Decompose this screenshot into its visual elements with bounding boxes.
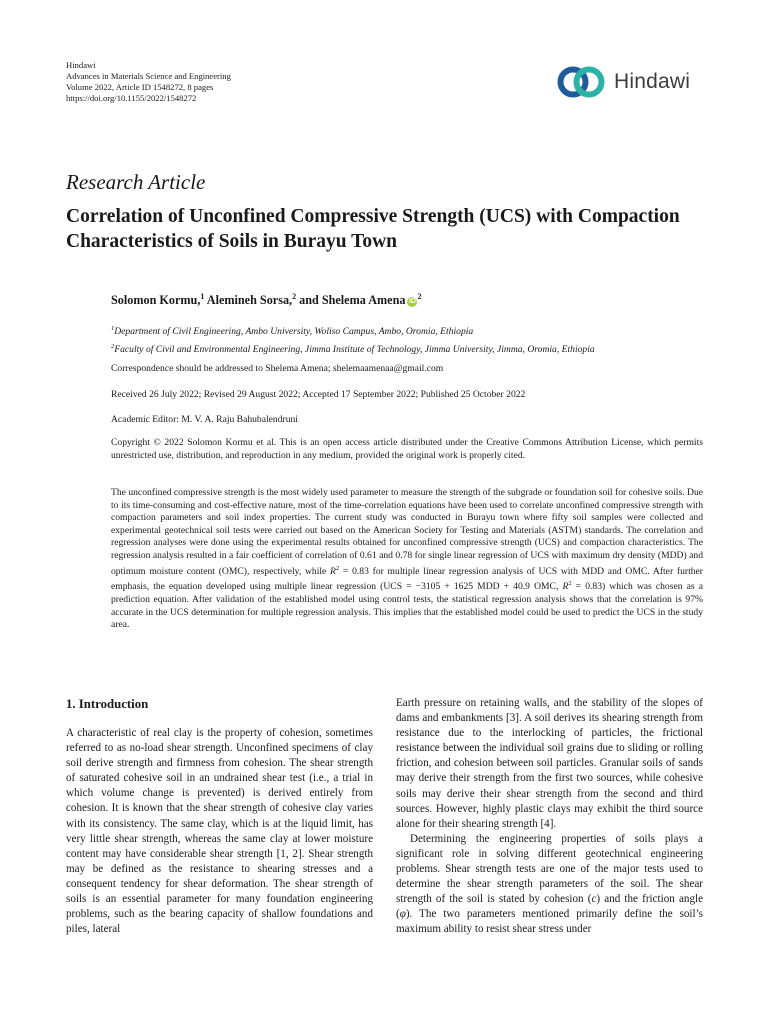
affiliation-text: Faculty of Civil and Environmental Engineering, Jimma Institute of Technology, Jimma University, Jimma, Oromia, Ethiopia (114, 344, 595, 356)
affiliation-text: Department of Civil Engineering, Ambo University, Woliso Campus, Ambo, Oromia, Ethiopia (114, 326, 474, 338)
orcid-icon[interactable]: iD (408, 298, 416, 306)
hindawi-logo (556, 62, 706, 102)
correspondence: Correspondence should be addressed to Shelema Amena; shelemaamenaa@gmail.com (111, 363, 444, 374)
academic-editor: Academic Editor: M. V. A. Raju Bahubalendruni (111, 414, 298, 425)
copyright-notice: Copyright © 2022 Solomon Kormu et al. This is an open access article distributed under the Creative Commons Attribution License, which permits unrestricted use, distribution, and reproduction in any medium, provided the original work is properly cited. (111, 437, 703, 461)
doi-link[interactable]: https://doi.org/10.1155/2022/1548272 (66, 93, 197, 103)
paragraph: Earth pressure on retaining walls, and the stability of the slopes of dams and embankments [3]. A soil derives its shearing strength from resistance due to the interlocking of particles, the frictional resistance between the individual soil grains due to sliding or rolling friction, and cohesion between soil particles. Granular soils of sands may derive their strength from the first two sources, while cohesive soils may derive their shear strength from the second and third sources. However, highly plastic clays may exhibit the third source alone for their shearing strength [4]. (396, 697, 703, 830)
affiliations (111, 321, 595, 357)
abstract-superscript: 2 (568, 580, 572, 588)
abstract-symbol: R (562, 581, 569, 593)
affiliation-number: 1 (111, 325, 115, 332)
right-column (396, 696, 703, 938)
paragraph-text: ) and the friction angle ( (396, 893, 703, 921)
author-list (111, 292, 421, 308)
left-column (66, 726, 373, 937)
paragraph-text: ). The two parameters mentioned primarily define the soil’s maximum ability to resist shear stress under (396, 908, 703, 936)
symbol-phi: φ (399, 908, 406, 921)
journal-header (66, 60, 231, 104)
abstract-text: = 0.83) which was chosen as a prediction equation. After validation of the established model using control tests, the statistical regression analysis shows that the correlation is 97% accurate in the UCS determination for multiple regression analysis. This implies that the established model could be used to predict the UCS in the study area. (111, 581, 703, 631)
abstract-text: = 0.83 for multiple linear regression analysis of UCS with MDD and OMC. After further emphasis, the equation developed using multiple linear regression (UCS = −3105 + 1625 MDD + 40.9 OMC, (111, 565, 703, 593)
author-affiliation-mark: 2 (417, 292, 422, 301)
abstract-text: The unconfined compressive strength is the most widely used parameter to measure the strength of the subgrade or foundation soil for cohesive soils. Due to its time-consuming and cost-effective nature, most of the time-correlation equations have been used to correlate unconfined compressive strength with compaction parameters and soil index properties. The current study was conducted in Burayu town where fifty soil samples were collected and experimental geotechnical soil tests were carried out based on the American Society for Testing and Materials (ASTM) standards. The correlation and regression analyses were done using the experimental results obtained for unconfined compressive strength (UCS) and compaction characteristics. The regression analysis resulted in a fair coefficient of correlation of 0.61 and 0.78 for single linear regression of UCS with maximum dry density (MDD) and optimum moisture content (OMC), respectively, while (111, 487, 703, 577)
abstract-superscript: 2 (335, 564, 340, 572)
abstract-symbol: R (330, 565, 336, 577)
journal-name: Advances in Materials Science and Engineering (66, 71, 231, 81)
paragraph-text: Determining the engineering properties of soils plays a significant role in solving different geotechnical engineering problems. Shear strength tests are one of the major tests used to determine the shear strength parameters of the soil. The shear strength of the soil is stated by cohesion ( (396, 832, 703, 906)
section-heading: 1. Introduction (66, 697, 149, 711)
paragraph: A characteristic of real clay is the property of cohesion, sometimes referred to as no-load shear strength. Unconfined specimens of clay soil derive strength and firmness from cohesion. The shear strength of saturated cohesive soil in an undrained shear test (i.e., a trial in which volume change is prevented) is derived entirely from cohesion. It is known that the shear strength of cohesive clay varies with its consistency. The same clay, which is at the liquid limit, has very little shear strength, whereas the same clay at lower moisture content may have considerable shear strength [1, 2]. Shear strength may be defined as the resistance to shearing stresses and a consequent tendency for shear deformation. The shear strength of soils is an essential parameter for many foundation engineering problems, such as the bearing capacity of shallow foundations and piles, lateral (66, 727, 373, 936)
author-name: and Shelema Amena (299, 293, 406, 308)
logo-text: Hindawi (614, 70, 691, 93)
abstract (111, 487, 703, 632)
hindawi-rings-icon (556, 65, 606, 99)
article-dates: Received 26 July 2022; Revised 29 August 2022; Accepted 17 September 2022; Published 25 October 2022 (111, 389, 526, 400)
symbol-c: c (591, 893, 597, 906)
article-title: Correlation of Unconfined Compressive Strength (UCS) with Compaction Characteristics of Soils in Burayu Town (66, 206, 680, 252)
affiliation-2 (111, 339, 595, 357)
volume-info: Volume 2022, Article ID 1548272, 8 pages (66, 82, 214, 92)
article-type: Research Article (66, 170, 206, 194)
author-affiliation-mark: 1 (200, 292, 205, 301)
author-name: Alemineh Sorsa, (206, 293, 293, 308)
affiliation-number: 2 (111, 343, 115, 351)
author-name: Solomon Kormu, (111, 293, 201, 308)
paragraph (396, 832, 703, 938)
author-affiliation-mark: 2 (292, 292, 297, 301)
affiliation-1 (111, 321, 595, 339)
publisher-name: Hindawi (66, 60, 96, 70)
